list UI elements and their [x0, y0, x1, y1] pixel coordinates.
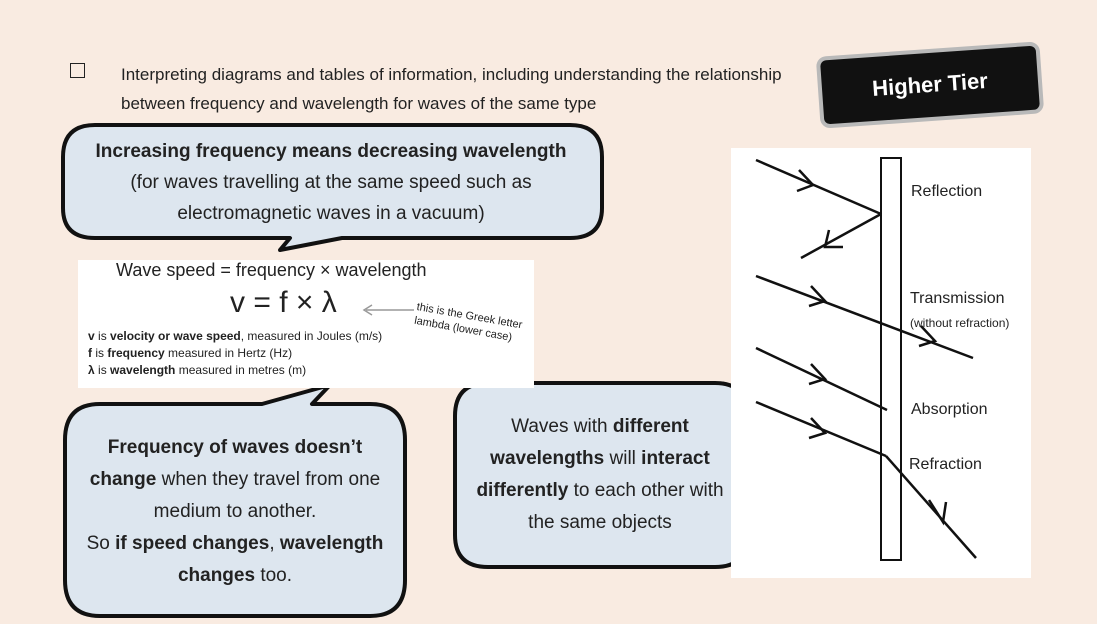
wave-interaction-diagram [731, 148, 1031, 578]
def-is: is [94, 329, 111, 343]
bubble-top-subtext: (for waves travelling at the same speed such as electromagnetic waves in a vacuum) [130, 172, 532, 224]
refraction-refracted-arrow [929, 500, 946, 522]
bubble-top-heading: Increasing frequency means decreasing wavelength [95, 141, 567, 162]
bubble-right-b1: different wavelengths [490, 416, 689, 469]
formula-box [78, 260, 534, 388]
lambda-note-text: this is the Greek letter lambda (lower case) [413, 300, 524, 344]
term-f: frequency [107, 346, 165, 360]
intro-text: Interpreting diagrams and tables of information, including understanding the relationship between frequency and wavelength for waves of the same type [121, 65, 782, 113]
definition-lambda [88, 362, 382, 379]
def-is: is [94, 363, 111, 377]
term-v: velocity or wave speed [110, 329, 241, 343]
bubble-bottom-p2-start: So [86, 533, 116, 554]
bubble-right-b2: interact differently [476, 448, 710, 501]
bubble-bottom-p2-bold2: wavelength changes [177, 533, 384, 586]
bubble-bottom-p1-bold: Frequency of waves doesn’t change [89, 437, 363, 490]
bubble-bottom-p2-end: too. [255, 565, 293, 586]
symbol-f: f [88, 346, 92, 360]
bubble-top-text [70, 136, 592, 229]
bubble-bottom-p1-rest: when they travel from one medium to another. [153, 469, 381, 522]
formula-title: Wave speed = frequency × wavelength [116, 260, 427, 280]
left-arrow-icon [360, 304, 416, 316]
symbol-v: v [88, 329, 95, 343]
wave-diagram-drawing [731, 148, 1031, 578]
def-rest-lambda: measured in metres (m) [175, 363, 307, 377]
symbol-lambda: λ [88, 363, 95, 377]
label-refraction: Refraction [909, 456, 982, 473]
formula-definitions [88, 328, 382, 379]
label-absorption: Absorption [911, 401, 988, 418]
reflection-incident-ray [756, 160, 881, 214]
bubble-bottom-text [80, 432, 390, 592]
higher-tier-label: Higher Tier [871, 67, 989, 102]
lambda-note [413, 300, 546, 350]
definition-v [88, 328, 382, 345]
def-rest-v: , measured in Joules (m/s) [240, 329, 383, 343]
bubble-bottom-p2-mid: , [269, 533, 280, 554]
label-reflection: Reflection [911, 183, 983, 200]
reflection-reflected-ray [801, 214, 881, 258]
bubble-bottom-p2 [80, 528, 390, 592]
bubble-right-text [470, 411, 730, 539]
label-transmission: Transmission [910, 290, 1005, 307]
bubble-bottom-p2-bold1: if speed changes [115, 533, 270, 554]
label-transmission-note: (without refraction) [910, 316, 1010, 330]
bubble-right-t3: to each other with the same objects [528, 480, 724, 533]
def-is: is [92, 346, 108, 360]
definition-f [88, 345, 382, 362]
bubble-right-t2: will [604, 448, 642, 469]
def-rest-f: measured in Hertz (Hz) [164, 346, 293, 360]
bubble-right-t1: Waves with [511, 416, 613, 437]
bubble-bottom-p1 [80, 432, 390, 528]
term-lambda: wavelength [110, 363, 176, 377]
formula-equation: v = f × λ [230, 286, 337, 319]
barrier [881, 158, 901, 560]
